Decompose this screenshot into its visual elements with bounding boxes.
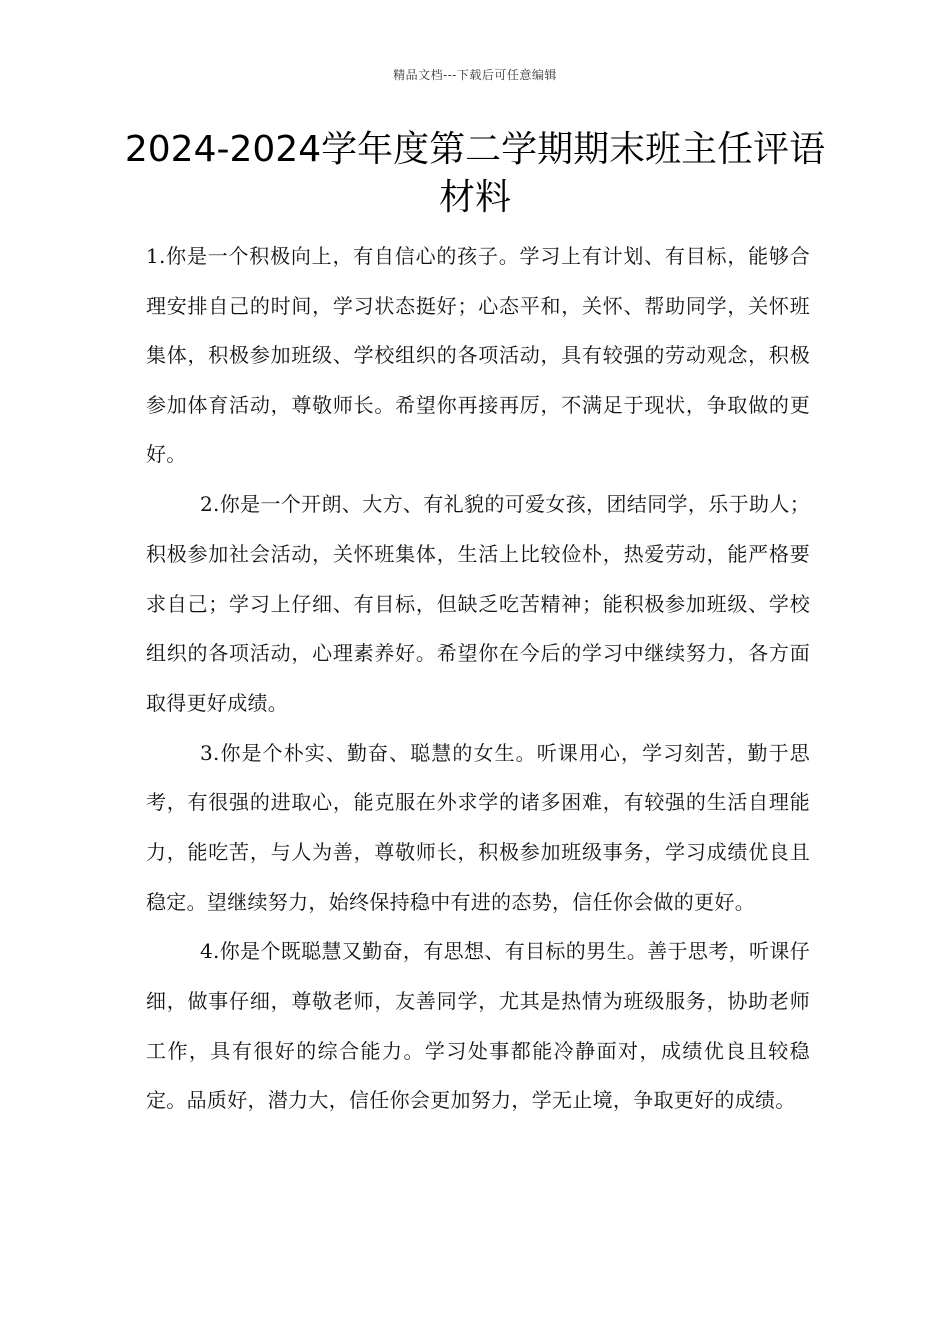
comment-paragraph-4: 4.你是个既聪慧又勤奋，有思想、有目标的男生。善于思考，听课仔细，做事仔细，尊敬老师，友善同学，尤其是热情为班级服务，协助老师工作，具有很好的综合能力。学习处事都能冷静面对，成绩优良且较稳定。品质好，潜力大，信任你会更加努力，学无止境，争取更好的成绩。 <box>146 939 810 1113</box>
comment-paragraph-2: 2.你是一个开朗、大方、有礼貌的可爱女孩，团结同学，乐于助人；积极参加社会活动，关怀班集体，生活上比较俭朴，热爱劳动，能严格要求自己；学习上仔细、有目标，但缺乏吃苦精神；能积极参加班级、学校组织的各项活动，心理素养好。希望你在今后的学习中继续努力，各方面取得更好成绩。 <box>146 492 810 715</box>
comment-paragraph-1: 1.你是一个积极向上，有自信心的孩子。学习上有计划、有目标，能够合理安排自己的时间，学习状态挺好；心态平和，关怀、帮助同学，关怀班集体，积极参加班级、学校组织的各项活动，具有较强的劳动观念，积极参加体育活动，尊敬师长。希望你再接再厉，不满足于现状，争取做的更好。 <box>146 244 810 467</box>
document-body <box>146 232 810 1126</box>
header-note: 精品文档---下载后可任意编辑 <box>393 68 557 82</box>
document-title: 2024-2024学年度第二学期期末班主任评语材料 <box>124 129 826 218</box>
comment-paragraph-3: 3.你是个朴实、勤奋、聪慧的女生。听课用心，学习刻苦，勤于思考，有很强的进取心，能克服在外求学的诸多困难，有较强的生活自理能力，能吃苦，与人为善，尊敬师长，积极参加班级事务，学习成绩优良且稳定。望继续努力，始终保持稳中有进的态势，信任你会做的更好。 <box>146 740 810 914</box>
